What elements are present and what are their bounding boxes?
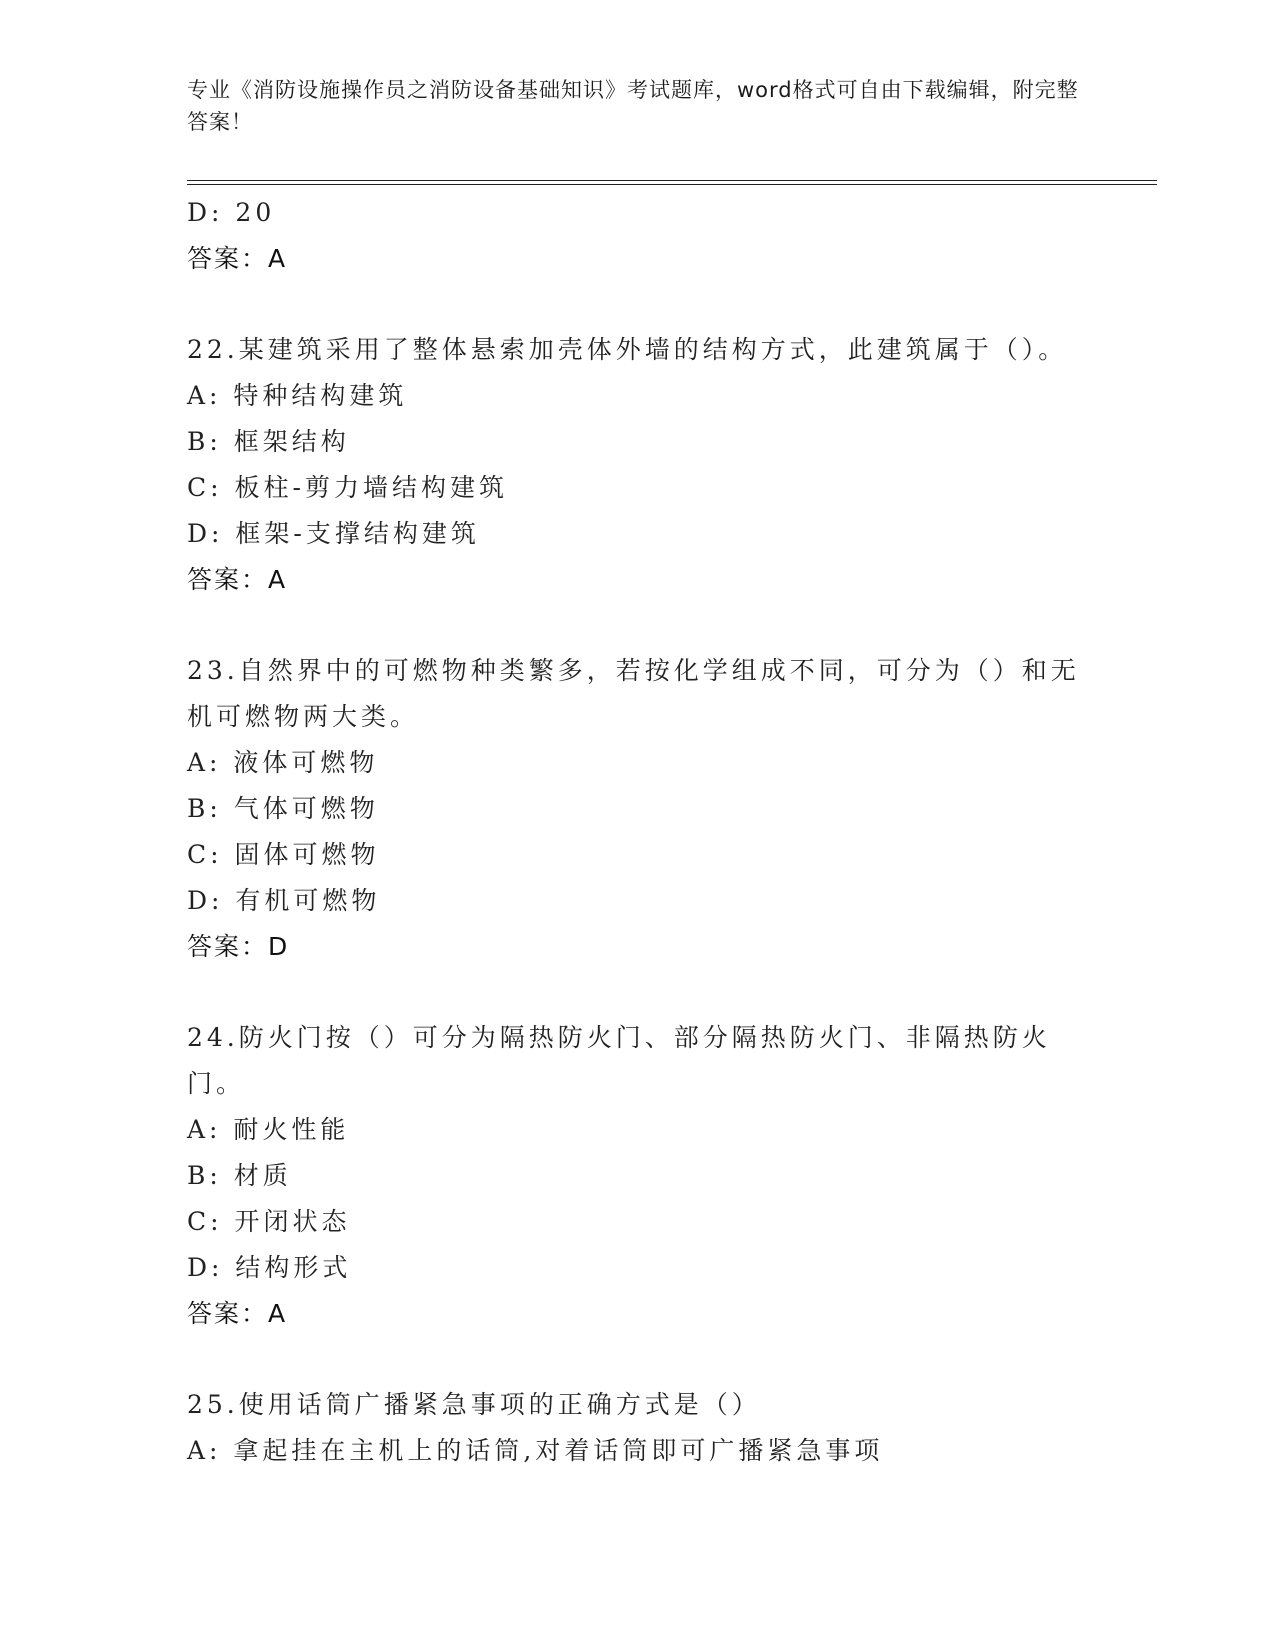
option-b: B: 材质 bbox=[187, 1161, 292, 1190]
option-b: B: 框架结构 bbox=[187, 427, 350, 456]
answer: 答案：A bbox=[187, 565, 288, 594]
option-c: C: 固体可燃物 bbox=[187, 840, 380, 869]
prev-option-d: D: 20 bbox=[187, 198, 276, 227]
question-25 bbox=[187, 1382, 1087, 1474]
option-a: A: 特种结构建筑 bbox=[187, 381, 408, 410]
header-divider-bottom bbox=[187, 184, 1157, 185]
question-stem: 25.使用话筒广播紧急事项的正确方式是（） bbox=[187, 1390, 761, 1419]
answer: 答案：D bbox=[187, 932, 290, 961]
question-stem: 23.自然界中的可燃物种类繁多，若按化学组成不同，可分为（）和无机可燃物两大类。 bbox=[187, 656, 1080, 731]
document-header: 专业《消防设施操作员之消防设备基础知识》考试题库，word格式可自由下载编辑，附完整答案！ bbox=[187, 78, 1079, 134]
option-c: C: 开闭状态 bbox=[187, 1207, 351, 1236]
option-a: A: 拿起挂在主机上的话筒,对着话筒即可广播紧急事项 bbox=[187, 1436, 884, 1465]
option-b: B: 气体可燃物 bbox=[187, 794, 379, 823]
prev-answer: 答案：A bbox=[187, 244, 288, 273]
option-d: D: 框架-支撑结构建筑 bbox=[187, 519, 480, 548]
question-list bbox=[187, 190, 1087, 1474]
question-22 bbox=[187, 327, 1087, 603]
question-stem: 24.防火门按（）可分为隔热防火门、部分隔热防火门、非隔热防火门。 bbox=[187, 1023, 1051, 1098]
header-divider-top bbox=[187, 180, 1157, 181]
option-c: C: 板柱-剪力墙结构建筑 bbox=[187, 473, 508, 502]
option-a: A: 液体可燃物 bbox=[187, 748, 379, 777]
question-23 bbox=[187, 648, 1087, 970]
option-d: D: 结构形式 bbox=[187, 1253, 352, 1282]
question-stem: 22.某建筑采用了整体悬索加壳体外墙的结构方式，此建筑属于（）。 bbox=[187, 335, 1068, 364]
option-d: D: 有机可燃物 bbox=[187, 886, 381, 915]
option-a: A: 耐火性能 bbox=[187, 1115, 350, 1144]
answer: 答案：A bbox=[187, 1299, 288, 1328]
question-24 bbox=[187, 1015, 1087, 1337]
